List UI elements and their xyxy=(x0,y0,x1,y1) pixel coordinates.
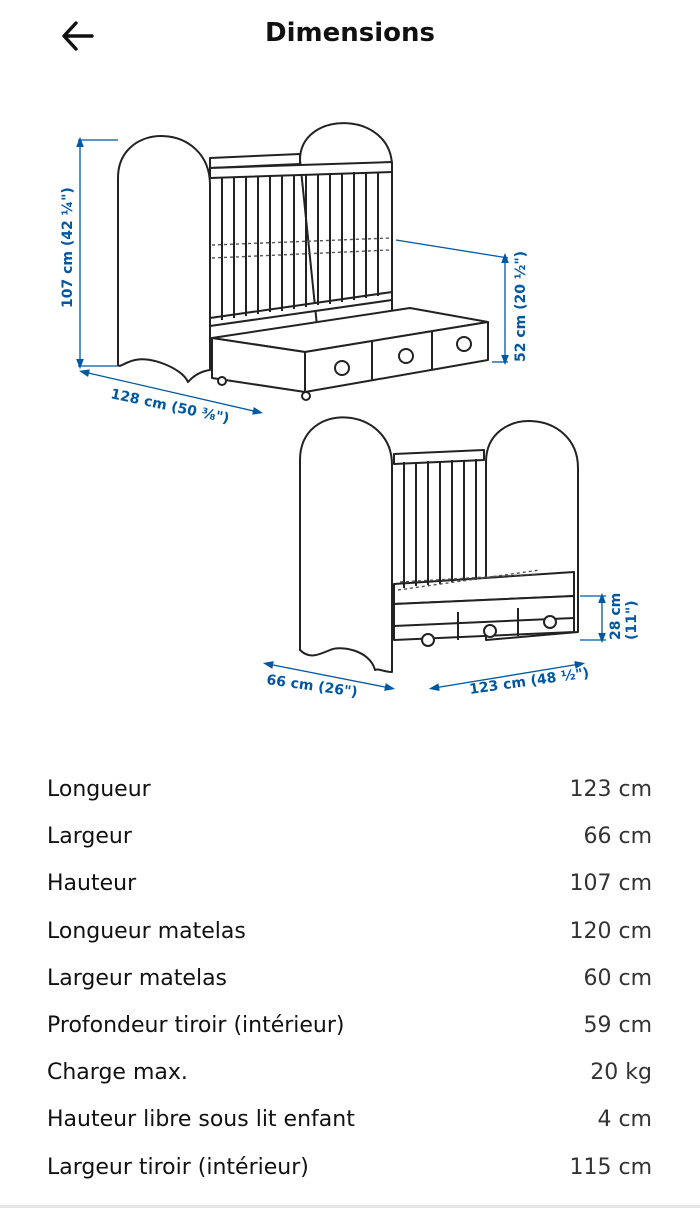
spec-value: 107 cm xyxy=(569,871,652,897)
crib-height-label: 107 cm (42 ¼") xyxy=(60,187,76,308)
spec-label: Largeur matelas xyxy=(47,965,228,991)
spec-label: Largeur xyxy=(47,824,132,850)
dimension-illustration xyxy=(0,80,700,740)
spec-value: 60 cm xyxy=(583,965,652,991)
spec-row-longueur xyxy=(47,766,652,813)
spec-value: 59 cm xyxy=(583,1013,652,1039)
spec-row-largeur-tiroir xyxy=(47,1144,652,1191)
spec-list xyxy=(47,766,652,1191)
spec-value: 20 kg xyxy=(590,1060,652,1086)
bed-length-label: 123 cm (48 ½") xyxy=(468,665,591,698)
spec-row-hauteur xyxy=(47,860,652,907)
spec-label: Longueur matelas xyxy=(47,918,246,944)
spec-label: Hauteur xyxy=(47,871,137,897)
top-bar xyxy=(0,0,700,72)
crib-drawer-height-label: 52 cm (20 ½") xyxy=(513,250,529,362)
bed-height-label: 28 cm(11") xyxy=(608,592,640,640)
spec-value: 123 cm xyxy=(569,777,652,803)
crib-length-label: 128 cm (50 ⅜") xyxy=(109,386,231,428)
bed-width-label: 66 cm (26") xyxy=(265,672,359,701)
spec-row-longueur-matelas xyxy=(47,908,652,955)
crib-drawing xyxy=(0,80,700,740)
spec-row-largeur xyxy=(47,813,652,860)
spec-label: Hauteur libre sous lit enfant xyxy=(47,1107,355,1133)
page-title: Dimensions xyxy=(265,18,435,48)
spec-label: Largeur tiroir (intérieur) xyxy=(47,1154,309,1180)
spec-value: 4 cm xyxy=(597,1107,652,1133)
spec-label: Profondeur tiroir (intérieur) xyxy=(47,1013,345,1039)
spec-value: 115 cm xyxy=(569,1154,652,1180)
spec-row-largeur-matelas xyxy=(47,955,652,1002)
spec-label: Longueur xyxy=(47,777,151,803)
spec-row-profondeur-tiroir xyxy=(47,1002,652,1049)
spec-label: Charge max. xyxy=(47,1060,188,1086)
crib-drawer xyxy=(212,308,488,400)
spec-row-charge-max xyxy=(47,1049,652,1096)
spec-value: 120 cm xyxy=(569,918,652,944)
bed-slats xyxy=(404,459,476,588)
spec-row-hauteur-libre xyxy=(47,1096,652,1143)
spec-value: 66 cm xyxy=(583,824,652,850)
crib-slats xyxy=(222,172,378,320)
